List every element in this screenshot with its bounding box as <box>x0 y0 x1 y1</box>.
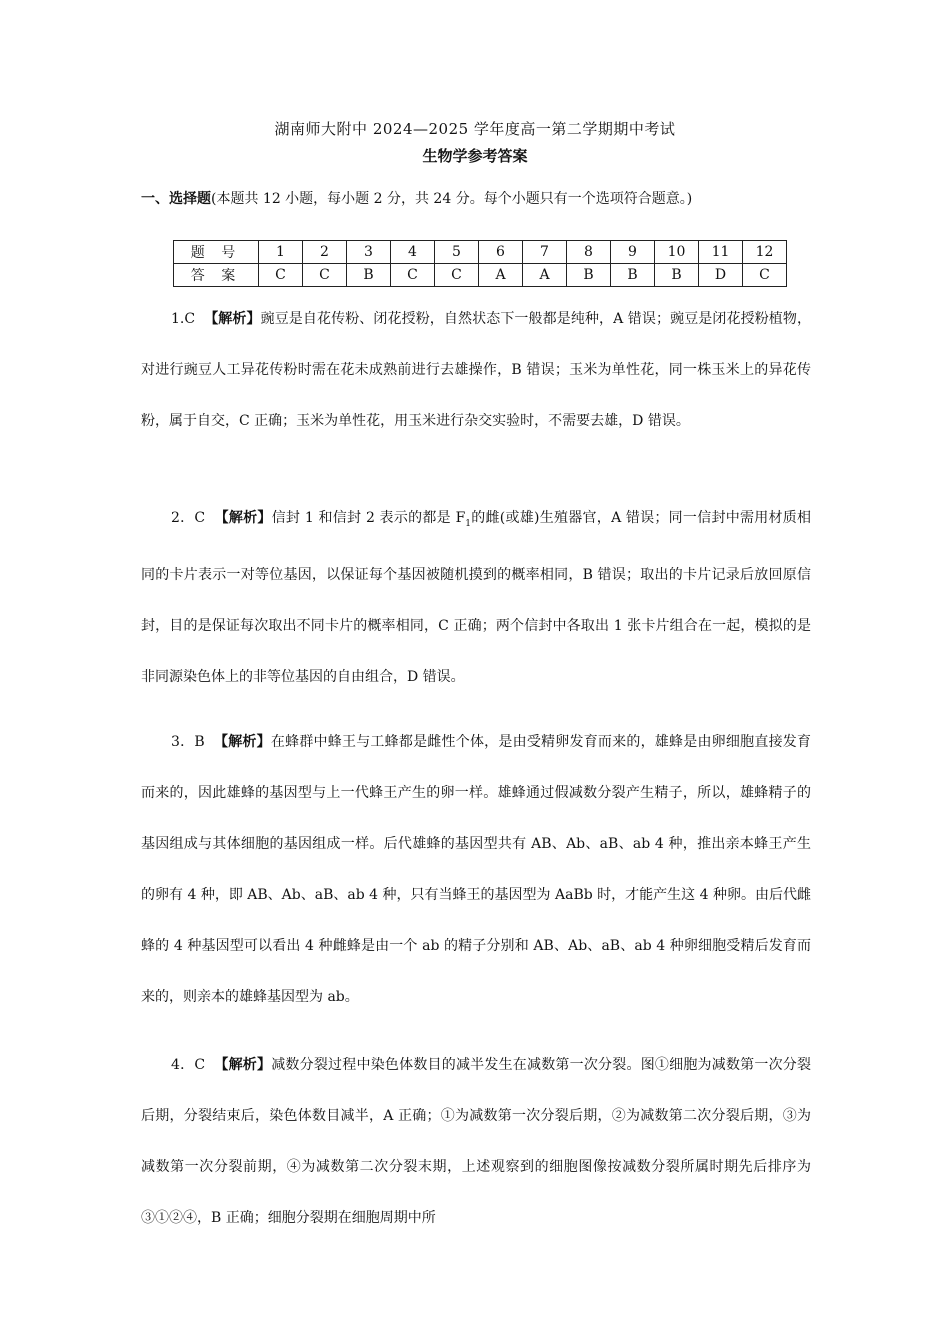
answer-cell: A <box>523 264 567 287</box>
answer-cell: C <box>743 264 787 287</box>
table-row <box>174 241 787 264</box>
analysis-tag: 【解析】 <box>213 734 271 750</box>
question-number: 6 <box>479 241 523 264</box>
section-multiple-choice <box>141 183 811 215</box>
answer-cell: B <box>655 264 699 287</box>
analysis-tag: 【解析】 <box>214 510 272 526</box>
answer-table <box>173 240 787 287</box>
explanation-text: 的雌(或雄)生殖器官，A 错误；同一信封中需用材质相同的卡片表示一对等位基因，以保证每个基因被随机摸到的概率相同，B 错误；取出的卡片记录后放回原信封，目的是保证每次取出不同卡片的概率相同，C 正确；两个信封中各取出 1 张卡片组合在一起，模拟的是非同源染色体上的非等位基因的自由组合，D 错误。 <box>141 510 812 685</box>
question-number: 7 <box>523 241 567 264</box>
question-number: 8 <box>567 241 611 264</box>
answer-cell: C <box>391 264 435 287</box>
document-subtitle: 生物学参考答案 <box>422 147 528 165</box>
explanation-number: 2．C <box>171 510 206 526</box>
section-note: (本题共 12 小题，每小题 2 分，共 24 分。每个小题只有一个选项符合题意。) <box>211 191 693 207</box>
document-title: 湖南师大附中 2024—2025 学年度高一第二学期期中考试 <box>274 120 676 138</box>
answer-cell: B <box>611 264 655 287</box>
question-number: 11 <box>699 241 743 264</box>
question-number: 3 <box>347 241 391 264</box>
explanation-3 <box>141 717 811 1023</box>
explanation-text: 减数分裂过程中染色体数目的减半发生在减数第一次分裂。图①细胞为减数第一次分裂后期，分裂结束后，染色体数目减半，A 正确；①为减数第一次分裂后期，②为减数第二次分裂后期，③为减数第一次分裂前期，④为减数第二次分裂末期，上述观察到的细胞图像按减数分裂所属时期先后排序为③①②④，B 正确；细胞分裂期在细胞周期中所 <box>141 1057 812 1226</box>
question-number: 5 <box>435 241 479 264</box>
subscript: 1 <box>465 518 472 529</box>
answer-cell: C <box>435 264 479 287</box>
explanation-text: 在蜂群中蜂王与工蜂都是雌性个体，是由受精卵发育而来的，雄蜂是由卵细胞直接发育而来的，因此雄蜂的基因型与上一代蜂王产生的卵一样。雄蜂通过假减数分裂产生精子，所以，雄蜂精子的基因组成与其体细胞的基因组成一样。后代雄蜂的基因型共有 AB、Ab、aB、ab 4 种，推出亲本蜂王产生的卵有 4 种，即 AB、Ab、aB、ab 4 种，只有当蜂王的基因型为 AaBb 时，才能产生这 4 种卵。由后代雌蜂的 4 种基因型可以看出 4 种雌蜂是由一个 ab 的精子分别和 AB、Ab、aB、ab 4 种卵细胞受精后发育而来的，则亲本的雄蜂基因型为 ab。 <box>141 734 812 1005</box>
row-label-answer: 答 案 <box>174 264 259 287</box>
answer-cell: C <box>303 264 347 287</box>
answer-cell: D <box>699 264 743 287</box>
section-heading: 一、选择题 <box>141 191 211 207</box>
explanation-number: 3．B <box>171 734 205 750</box>
answer-cell: C <box>259 264 303 287</box>
explanation-1 <box>141 294 811 447</box>
answer-cell: B <box>567 264 611 287</box>
explanation-2 <box>141 493 811 703</box>
table-row <box>174 264 787 287</box>
explanation-number: 1.C <box>171 311 196 327</box>
analysis-tag: 【解析】 <box>204 311 261 327</box>
explanation-text: 信封 1 和信封 2 表示的都是 F <box>271 510 466 526</box>
question-number: 2 <box>303 241 347 264</box>
question-number: 1 <box>259 241 303 264</box>
explanation-4 <box>141 1040 811 1244</box>
answer-cell: B <box>347 264 391 287</box>
row-label-number: 题 号 <box>174 241 259 264</box>
question-number: 12 <box>743 241 787 264</box>
answer-cell: A <box>479 264 523 287</box>
question-number: 4 <box>391 241 435 264</box>
explanation-text: 豌豆是自花传粉、闭花授粉，自然状态下一般都是纯种，A 错误；豌豆是闭花授粉植物，对进行豌豆人工异花传粉时需在花未成熟前进行去雄操作，B 错误；玉米为单性花，同一株玉米上的异花传粉，属于自交，C 正确；玉米为单性花，用玉米进行杂交实验时，不需要去雄，D 错误。 <box>141 311 811 429</box>
question-number: 10 <box>655 241 699 264</box>
analysis-tag: 【解析】 <box>214 1057 272 1073</box>
explanation-number: 4．C <box>171 1057 206 1073</box>
question-number: 9 <box>611 241 655 264</box>
